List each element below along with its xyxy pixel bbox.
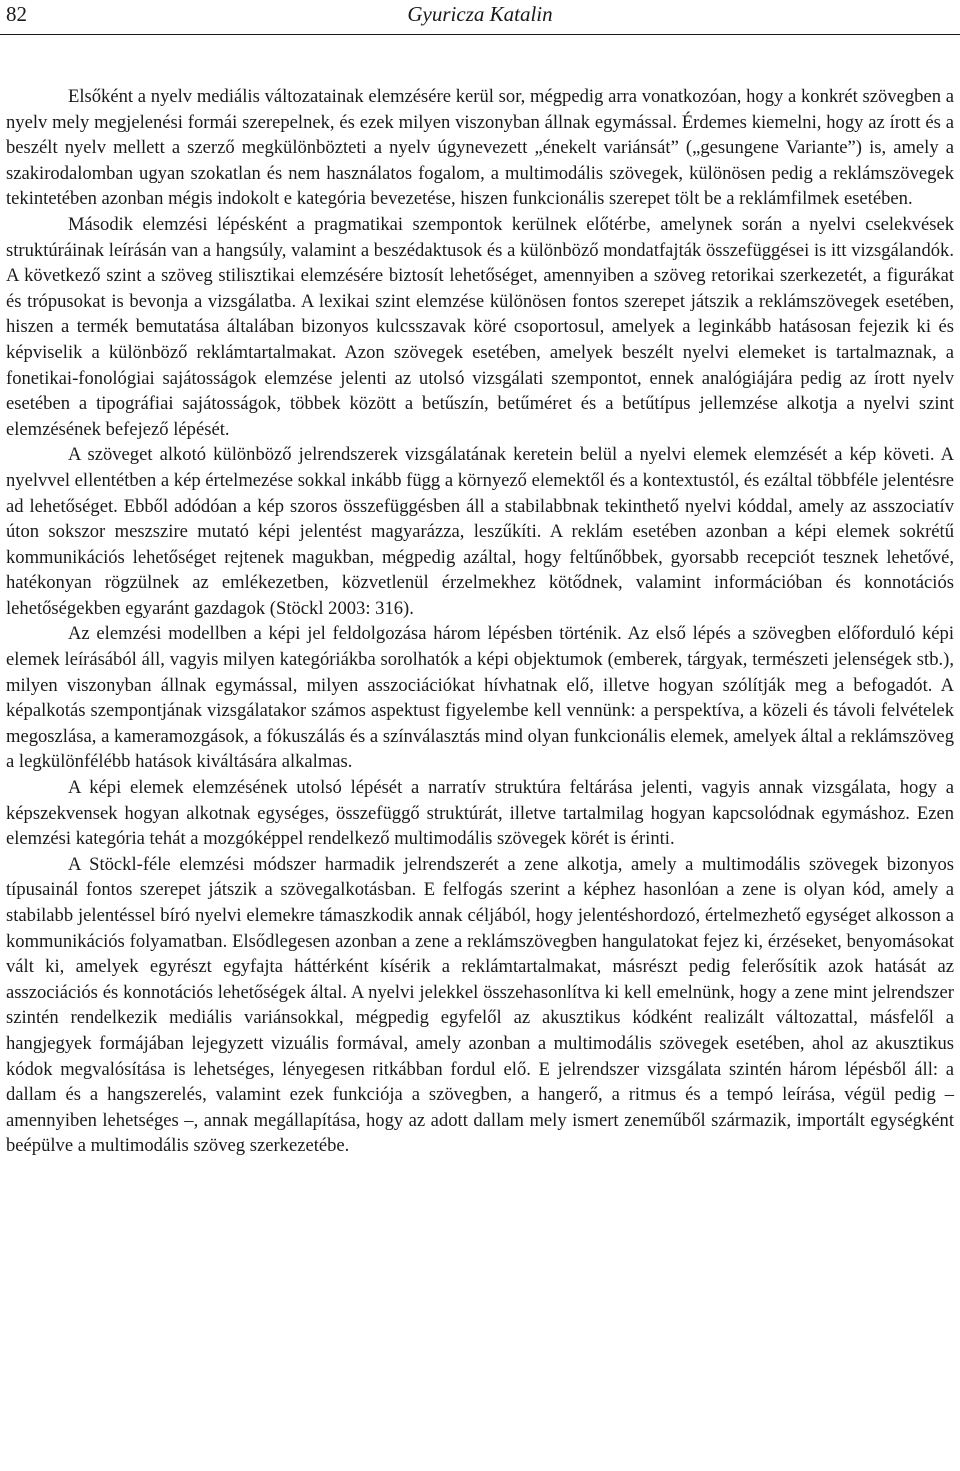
body-text bbox=[6, 84, 954, 1159]
running-head bbox=[0, 0, 960, 36]
paragraph: Második elemzési lépésként a pragmatikai szempontok kerülnek előtérbe, amelynek során a nyelvi cselekvések struktúráinak leírásán van a hangsúly, valamint a beszédaktusok és a különböző mondatfajták összefüggései is itt vizsgálandók. A következő szint a szöveg stilisztikai elemzésére biztosít lehetőséget, amennyiben a szöveg retorikai szerkezetét, a figurákat és trópusokat is bevonja a vizsgálatba. A lexikai szint elemzése különösen fontos szerepet játszik a reklámszövegek esetében, hiszen a termék bemutatása általában bizonyos kulcsszavak köré csoportosul, amelyek a leginkább hatásosan fejezik ki és képviselik a különböző reklámtartalmakat. Azon szövegek esetében, amelyek beszélt nyelvi elemeket is tartalmaznak, a fonetikai-fonológiai sajátosságok elemzése jelenti az utolsó vizsgálati szempontot, ennek analógiájára pedig az írott nyelv esetében a tipográfiai sajátosságok, többek között a betűszín, betűméret és a betűtípus jellemzése alkotja a nyelvi szint elemzésének befejező lépését. bbox=[6, 213, 954, 440]
paragraph: Elsőként a nyelv mediális változatainak elemzésére kerül sor, mégpedig arra vonatkozóan, hogy a konkrét szövegben a nyelv mely megjelenési formái szerepelnek, és ezek milyen viszonyban állnak egymással. Érdemes kiemelni, hogy az írott és a beszélt nyelv mellett a szerző megkülönbözteti a nyelv úgynevezett „énekelt variánsát” („gesungene Variante”) is, amely a szakirodalomban ugyan szokatlan és nem használatos fogalom, a multimodális szövegek, különösen pedig a reklámszövegek tekintetében azonban mégis indokolt e kategória bevezetése, hiszen funkcionális szerepet tölt be a reklámfilmek esetében. bbox=[6, 86, 954, 210]
header-rule bbox=[0, 34, 960, 35]
running-title: Gyuricza Katalin bbox=[407, 2, 553, 26]
paragraph: Az elemzési modellben a képi jel feldolgozása három lépésben történik. Az első lépés a szövegben előforduló képi elemek leírásából áll, vagyis milyen kategóriákba sorolhatók a képi objektumok (emberek, tárgyak, természeti jelenségek stb.), milyen viszonyban állnak egymással, milyen asszociációkat hívhatnak elő, illetve hogyan szólítják meg a befogadót. A képalkotás szempontjának vizsgálatakor számos aspektust figyelembe kell vennünk: a perspektíva, a közeli és távoli felvételek megoszlása, a kameramozgások, a fókuszálás és a színválasztás mind olyan funkcionális elemek, amelyek által a reklámszöveg a legkülönfélébb hatások kiváltására alkalmas. bbox=[6, 623, 954, 773]
paragraph: A Stöckl-féle elemzési módszer harmadik jelrendszerét a zene alkotja, amely a multimodális szövegek bizonyos típusainál fontos szerepet játszik a szövegalkotásban. E felfogás szerint a képhez hasonlóan a zene is olyan kód, amely a stabilabb jelentéssel bíró nyelvi elemekre támaszkodik annak céljából, hogy jelentéshordozó, értelmezhető egységet alkosson a kommunikációs folyamatban. Elsődlegesen azonban a zene a reklámszövegben hangulatokat fejez ki, érzéseket, benyomásokat vált ki, amelyek egyrészt egyfajta háttérként kísérik a reklámtartalmakat, másrészt pedig felerősítik azok hatását az asszociációs és konnotációs lehetőségek által. A nyelvi jelekkel összehasonlítva ki kell emelnünk, hogy a zene mint jelrendszer szintén rendelkezik mediális variánsokkal, mégpedig egyfelől az akusztikus kódként realizált változattal, másfelől a hangjegyek formájában lejegyzett vizuális formával, amely azonban a multimodális szövegek esetében, ahol az akusztikus kódok megvalósítása is lehetséges, lényegesen ritkábban fordul elő. E jelrendszer vizsgálata szintén három lépésből áll: a dallam és a hangszerelés, valamint ezek funkciója a szövegben, a hangerő, a ritmus és a tempó leírása, végül pedig – amennyiben lehetséges –, annak megállapítása, hogy az adott dallam mely ismert zeneműből származik, importált egységként beépülve a multimodális szöveg szerkezetébe. bbox=[6, 853, 954, 1157]
paragraph: A képi elemek elemzésének utolsó lépését a narratív struktúra feltárása jelenti, vagyis annak vizsgálata, hogy a képszekvensek hogyan alkotnak egységes, összefüggő struktúrát, illetve tartalmilag hogyan kapcsolódnak egymáshoz. Ezen elemzési kategória tehát a mozgóképpel rendelkező multimodális szövegek körét is érinti. bbox=[6, 777, 954, 850]
page-number: 82 bbox=[6, 2, 27, 26]
paragraph: A szöveget alkotó különböző jelrendszerek vizsgálatának keretein belül a nyelvi elemek elemzését a kép követi. A nyelvvel ellentétben a kép értelmezése sokkal inkább függ a környező elemektől és a kontextustól, és ezáltal többféle jelentésre ad lehetőséget. Ebből adódóan a kép szoros összefüggésben áll a stabilabbnak tekinthető nyelvi kóddal, amely az asszociatív úton sokszor meszszire mutató képi jelentést magyarázza, leszűkíti. A reklám esetében azonban a képi elemek sokrétű kommunikációs lehetőséget rejtenek magukban, mégpedig azáltal, hogy feltűnőbbek, gyorsabb recepciót tesznek lehetővé, hatékonyan rögzülnek az emlékezetben, közvetlenül érzelmekhez kötődnek, valamint információban és konnotációs lehetőségekben egyaránt gazdagok (Stöckl 2003: 316). bbox=[6, 444, 954, 619]
